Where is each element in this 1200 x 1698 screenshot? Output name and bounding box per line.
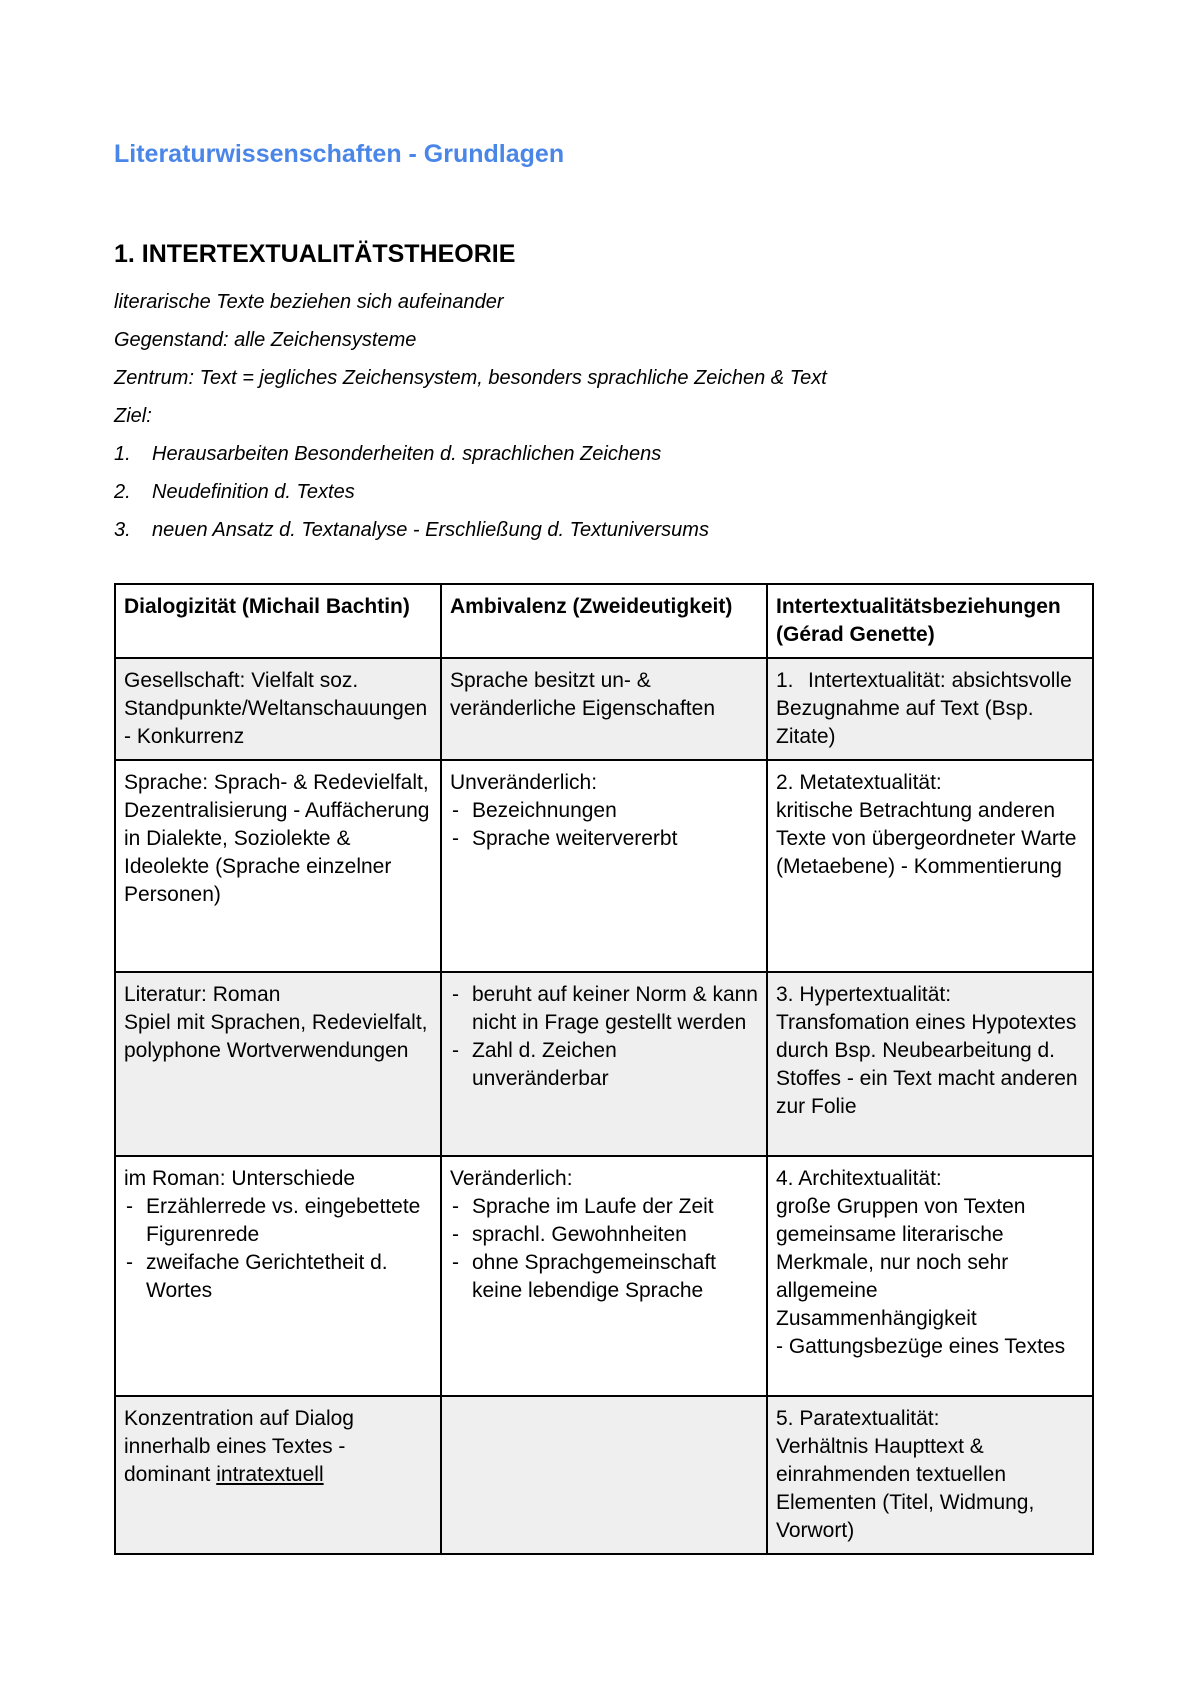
table-row	[115, 658, 1093, 760]
intro-line: Zentrum: Text = jegliches Zeichensystem, besonders sprachliche Zeichen & Text	[114, 367, 827, 389]
list-item: - sprachl. Gewohnheiten	[450, 1221, 758, 1249]
cell-text: Intertextualität: absichtsvolle Bezugnahme auf Text (Bsp. Zitate)	[776, 669, 1072, 748]
table-cell	[441, 972, 767, 1156]
table-cell	[441, 1156, 767, 1396]
goal-text: neuen Ansatz d. Textanalyse - Erschließung d. Textuniversums	[152, 519, 709, 541]
table-cell	[441, 658, 767, 760]
table-cell	[115, 760, 441, 972]
column-header-dialogizitaet: Dialogizität (Michail Bachtin)	[115, 584, 441, 658]
table-row	[115, 972, 1093, 1156]
cell-text: Verhältnis Haupttext & einrahmenden textuellen Elementen (Titel, Widmung, Vorwort)	[776, 1435, 1035, 1542]
cell-extra: - Gattungsbezüge eines Textes	[776, 1335, 1066, 1358]
cell-text: Spiel mit Sprachen, Redevielfalt, polyphone Wortverwendungen	[124, 1011, 428, 1062]
table-cell	[115, 1156, 441, 1396]
cell-text: Sprache: Sprach- & Redevielfalt, Dezentralisierung - Auffächerung in Dialekte, Soziolekte & Ideolekte (Sprache einzelner Personen)	[124, 771, 430, 906]
table-cell	[115, 1396, 441, 1554]
table-row	[115, 1396, 1093, 1554]
goal-number: 3.	[114, 519, 131, 541]
intro-block	[114, 283, 827, 549]
goal-item	[114, 473, 827, 511]
dash-list	[450, 981, 758, 1093]
dash-list	[124, 1193, 432, 1305]
column-header-ambivalenz: Ambivalenz (Zweideutigkeit)	[441, 584, 767, 658]
document-title: Literaturwissenschaften - Grundlagen	[114, 140, 565, 168]
theory-table	[114, 583, 1094, 1555]
table-row	[115, 1156, 1093, 1396]
goal-text: Herausarbeiten Besonderheiten d. sprachlichen Zeichens	[152, 443, 662, 465]
underlined-term: intratextuell	[216, 1463, 324, 1486]
cell-heading: Literatur: Roman	[124, 983, 281, 1006]
table-cell	[441, 760, 767, 972]
dash-list	[450, 1193, 758, 1305]
goal-item	[114, 435, 827, 473]
goals-list	[114, 435, 827, 549]
table-cell-empty	[441, 1396, 767, 1554]
list-item: - Bezeichnungen	[450, 797, 758, 825]
cell-heading: 3. Hypertextualität:	[776, 983, 952, 1006]
table-cell	[767, 1396, 1093, 1554]
cell-number: 1.	[776, 669, 794, 692]
cell-heading: 5. Paratextualität:	[776, 1407, 940, 1430]
cell-heading: im Roman: Unterschiede	[124, 1167, 356, 1190]
intro-line: literarische Texte beziehen sich aufeinander	[114, 291, 504, 313]
table-header-row	[115, 584, 1093, 658]
cell-text: Gesellschaft: Vielfalt soz. Standpunkte/Weltanschauungen - Konkurrenz	[124, 669, 428, 748]
table-cell	[767, 760, 1093, 972]
list-item: - Erzählerrede vs. eingebettete Figurenrede	[124, 1193, 432, 1249]
section-heading: 1. INTERTEXTUALITÄTSTHEORIE	[114, 240, 516, 268]
goal-item	[114, 511, 827, 549]
column-header-intertextualitaet: Intertextualitätsbeziehungen (Gérad Genette)	[767, 584, 1093, 658]
list-item: - Zahl d. Zeichen unveränderbar	[450, 1037, 758, 1093]
table-cell	[767, 658, 1093, 760]
cell-text: Sprache besitzt un- & veränderliche Eigenschaften	[450, 669, 716, 720]
table-cell	[115, 658, 441, 760]
goal-number: 2.	[114, 481, 131, 503]
list-item: - zweifache Gerichtetheit d. Wortes	[124, 1249, 432, 1305]
cell-text: Konzentration auf Dialog innerhalb eines Textes - dominant	[124, 1407, 354, 1486]
intro-line: Ziel:	[114, 405, 152, 427]
cell-text: kritische Betrachtung anderen Texte von übergeordneter Warte (Metaebene) - Kommentierung	[776, 799, 1077, 878]
table-cell	[767, 972, 1093, 1156]
cell-heading: Veränderlich:	[450, 1167, 573, 1190]
cell-text: Transfomation eines Hypotextes durch Bsp. Neubearbeitung d. Stoffes - ein Text macht anderen zur Folie	[776, 1011, 1078, 1118]
dash-list	[450, 797, 758, 853]
list-item: - Sprache weitervererbt	[450, 825, 758, 853]
goal-number: 1.	[114, 443, 131, 465]
list-item: - beruht auf keiner Norm & kann nicht in Frage gestellt werden	[450, 981, 758, 1037]
list-item: - ohne Sprachgemeinschaft keine lebendige Sprache	[450, 1249, 758, 1305]
cell-heading: 4. Architextualität:	[776, 1167, 942, 1190]
list-item: - Sprache im Laufe der Zeit	[450, 1193, 758, 1221]
table-row	[115, 760, 1093, 972]
goal-text: Neudefinition d. Textes	[152, 481, 355, 503]
cell-heading: 2. Metatextualität:	[776, 771, 942, 794]
table-cell	[767, 1156, 1093, 1396]
intro-line: Gegenstand: alle Zeichensysteme	[114, 329, 417, 351]
cell-heading: Unveränderlich:	[450, 771, 598, 794]
cell-text: große Gruppen von Texten gemeinsame literarische Merkmale, nur noch sehr allgemeine Zusammenhängigkeit	[776, 1195, 1026, 1330]
table-cell	[115, 972, 441, 1156]
